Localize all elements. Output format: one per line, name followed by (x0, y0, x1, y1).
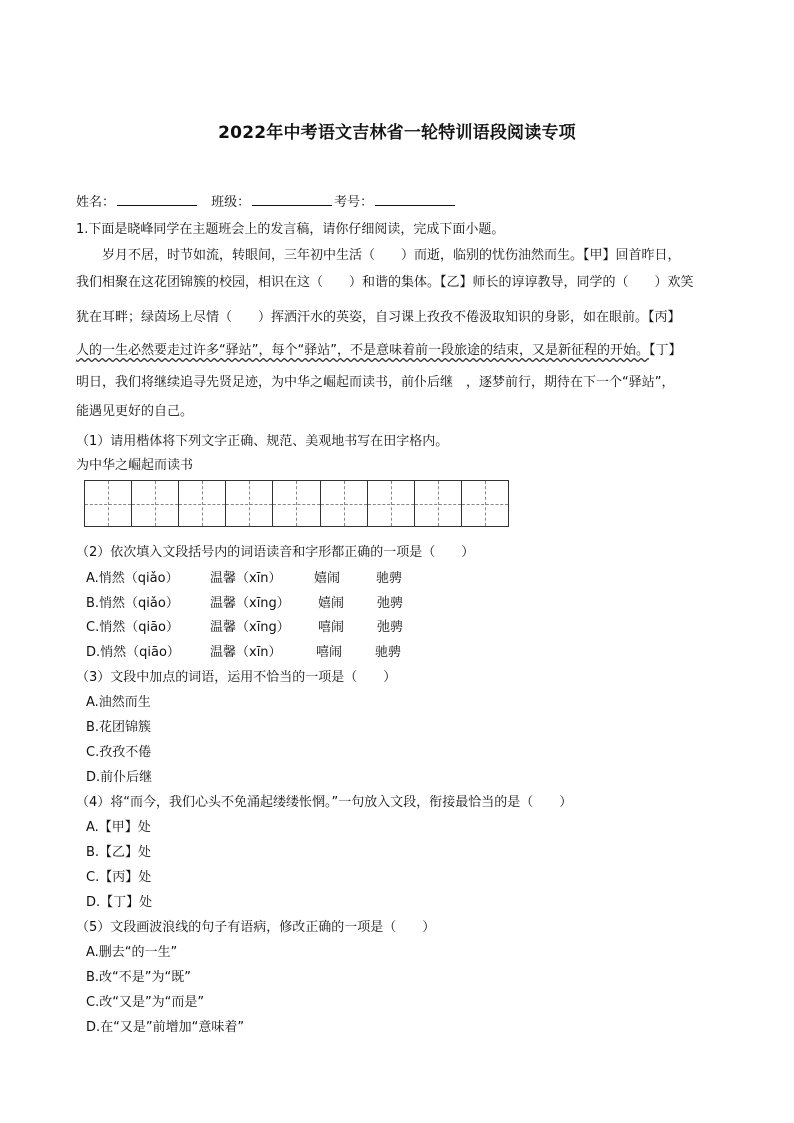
q2-b-word3: 嬉闹 (318, 596, 345, 611)
grid-cell[interactable] (132, 481, 179, 526)
name-label: 姓名： (76, 195, 116, 210)
q3-option-c: C.孜孜不倦 (86, 745, 152, 760)
grid-cell[interactable] (179, 481, 226, 526)
q5-option-c: C.改“又是”为“而是” (86, 995, 205, 1010)
q2-a-word4: 驰骋 (376, 571, 403, 586)
q5-option-d: D.在“又是”前增加“意味着” (86, 1020, 245, 1035)
q2-c-word3: 嘻闹 (318, 620, 345, 635)
q2-a-word1: A.悄然（qiǎo） (86, 571, 179, 586)
q2-d-word2: 温馨（xīn） (210, 645, 282, 660)
q4-option-c: C.【丙】处 (86, 870, 152, 885)
q4-option-a: A.【甲】处 (86, 820, 151, 835)
grid-cell[interactable] (321, 481, 368, 526)
passage-line-1: 岁月不居，时节如流，转眼间，三年初中生活（ ）而逝，临别的忧伤油然而生。【甲】回首昨日， (102, 248, 681, 263)
wavy-sentence: 人的一生必然要走过许多“驿站”，每个“驿站”，不是意味着前一段旅途的结束，又是新征程的开始。 (76, 343, 649, 358)
tianzige-grid[interactable] (84, 480, 509, 527)
q2-d-word3: 嘻闹 (316, 645, 343, 660)
q2-b-word4: 弛骋 (377, 596, 404, 611)
q2-a-word3: 嬉闹 (314, 571, 341, 586)
q2-c-word2: 温馨（xīng） (210, 620, 290, 635)
q2-b-word1: B.悄然（qiǎo） (86, 596, 179, 611)
q5-prompt: （5）文段画波浪线的句子有语病，修改正确的一项是（ ） (76, 920, 436, 935)
grid-cell[interactable] (273, 481, 320, 526)
passage-line-5: 明日，我们将继续追寻先贤足迹，为中华之崛起而读书，前仆后继 ，逐梦前行，期待在下一个“驿站”， (76, 375, 675, 390)
exam-number-blank[interactable] (375, 193, 455, 206)
passage-line-6: 能遇见更好的自己。 (76, 404, 194, 419)
passage (76, 244, 746, 424)
grid-cell[interactable] (226, 481, 273, 526)
q2-c-word4: 弛骋 (377, 620, 404, 635)
grid-cell[interactable] (368, 481, 415, 526)
page-title: 2022年中考语文吉林省一轮特训语段阅读专项 (218, 123, 576, 143)
student-info-line (76, 191, 457, 210)
q2-a-word2: 温馨（xīn） (210, 571, 282, 586)
question-intro: 1.下面是晓峰同学在主题班会上的发言稿，请你仔细阅读，完成下面小题。 (76, 222, 505, 237)
passage-line-2: 我们相聚在这花团锦簇的校园，相识在这（ ）和谐的集体。【乙】师长的谆谆教导，同学的（ ）欢笑 (76, 275, 694, 290)
name-blank[interactable] (117, 193, 197, 206)
q2-prompt: （2）依次填入文段括号内的词语读音和字形都正确的一项是（ ） (76, 545, 475, 560)
q5-option-b: B.改“不是”为“既” (86, 970, 191, 985)
passage-line-4 (76, 339, 681, 358)
grid-cell[interactable] (85, 481, 132, 526)
q2-d-word1: D.悄然（qiāo） (86, 645, 180, 660)
passage-line-3: 犹在耳畔；绿茵场上尽情（ ）挥洒汗水的英姿，自习课上孜孜不倦汲取知识的身影，如在眼前。【丙】 (76, 310, 681, 325)
q3-option-d: D.前仆后继 (86, 770, 153, 785)
q3-option-b: B.花团锦簇 (86, 720, 152, 735)
q4-option-b: B.【乙】处 (86, 845, 152, 860)
class-label: 班级： (211, 195, 251, 210)
grid-cell[interactable] (462, 481, 508, 526)
class-blank[interactable] (252, 193, 332, 206)
q3-prompt: （3）文段中加点的词语，运用不恰当的一项是（ ） (76, 670, 397, 685)
q4-option-d: D.【丁】处 (86, 895, 153, 910)
exam-number-label: 考号： (334, 195, 374, 210)
marker-ding: 【丁】 (648, 343, 682, 358)
grid-cell[interactable] (415, 481, 462, 526)
q1-phrase: 为中华之崛起而读书 (76, 458, 194, 473)
q2-c-word1: C.悄然（qiāo） (86, 620, 179, 635)
q2-d-word4: 驰骋 (375, 645, 402, 660)
q1-prompt: （1）请用楷体将下列文字正确、规范、美观地书写在田字格内。 (76, 434, 449, 449)
q5-option-a: A.删去“的一生” (86, 945, 178, 960)
q2-b-word2: 温馨（xīng） (210, 596, 290, 611)
q3-option-a: A.油然而生 (86, 695, 151, 710)
q4-prompt: （4）将“而今，我们心头不免涌起缕缕怅惘。”一句放入文段，衔接最恰当的是（ ） (76, 795, 573, 810)
